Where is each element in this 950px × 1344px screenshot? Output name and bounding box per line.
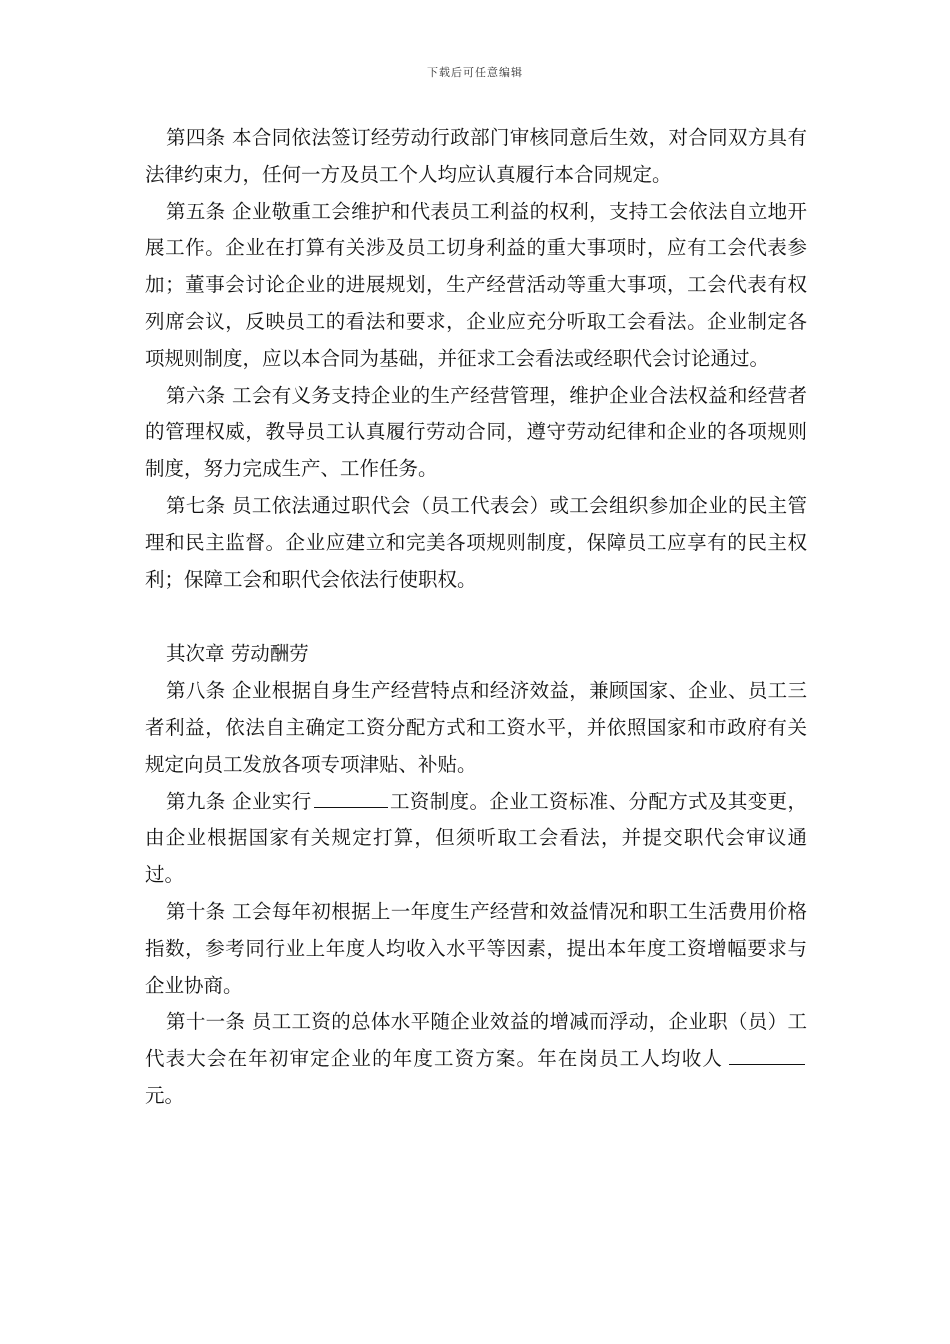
article-9: [145, 784, 807, 894]
fill-blank-average-income[interactable]: [729, 1045, 805, 1065]
article-6: 第六条 工会有义务支持企业的生产经营管理，维护企业合法权益和经营者的管理权威，教导员工认真履行劳动合同，遵守劳动纪律和企业的各项规则制度，努力完成生产、工作任务。: [145, 383, 807, 481]
article-11-after: 元。: [145, 1083, 185, 1107]
fill-blank-wage-system[interactable]: [314, 788, 388, 808]
article-9-before: 第九条 企业实行: [166, 789, 312, 813]
chapter-title: 其次章 劳动酬劳: [166, 642, 309, 666]
article-11-before: 第十一条 员工工资的总体水平随企业效益的增减而浮动，企业职（员）工代表大会在年初审定企业的年度工资方案。年在岗员工人均收人: [145, 1010, 807, 1071]
article-4: 第四条 本合同依法签订经劳动行政部门审核同意后生效，对合同双方具有法律约束力，任何一方及员工个人均应认真履行本合同规定。: [145, 126, 807, 186]
article-7: 第七条 员工依法通过职代会（员工代表会）或工会组织参加企业的民主管理和民主监督。企业应建立和完美各项规则制度，保障员工应享有的民主权利；保障工会和职代会依法行使职权。: [145, 493, 807, 591]
article-11: [145, 1004, 807, 1114]
article-9-after: 工资制度。企业工资标准、分配方式及其变更，由企业根据国家有关规定打算，但须听取工会看法，并提交职代会审议通过。: [145, 789, 807, 887]
page-header: 下载后可任意编辑: [427, 66, 523, 79]
article-10: 第十条 工会每年初根据上一年度生产经营和效益情况和职工生活费用价格指数，参考同行业上年度人均收入水平等因素，提出本年度工资增幅要求与企业协商。: [145, 899, 807, 997]
article-8: 第八条 企业根据自身生产经营特点和经济效益，兼顾国家、企业、员工三者利益，依法自主确定工资分配方式和工资水平，并依照国家和市政府有关规定向员工发放各项专项津贴、补贴。: [145, 679, 807, 776]
article-5: 第五条 企业敬重工会维护和代表员工利益的权利，支持工会依法自立地开展工作。企业在打算有关涉及员工切身利益的重大事项时，应有工会代表参加；董事会讨论企业的进展规划，生产经营活动等重大事项，工会代表有权列席会议，反映员工的看法和要求，企业应充分听取工会看法。企业制定各项规则制度，应以本合同为基础，并征求工会看法或经职代会讨论通过。: [145, 199, 807, 370]
document-body: [145, 120, 807, 1115]
